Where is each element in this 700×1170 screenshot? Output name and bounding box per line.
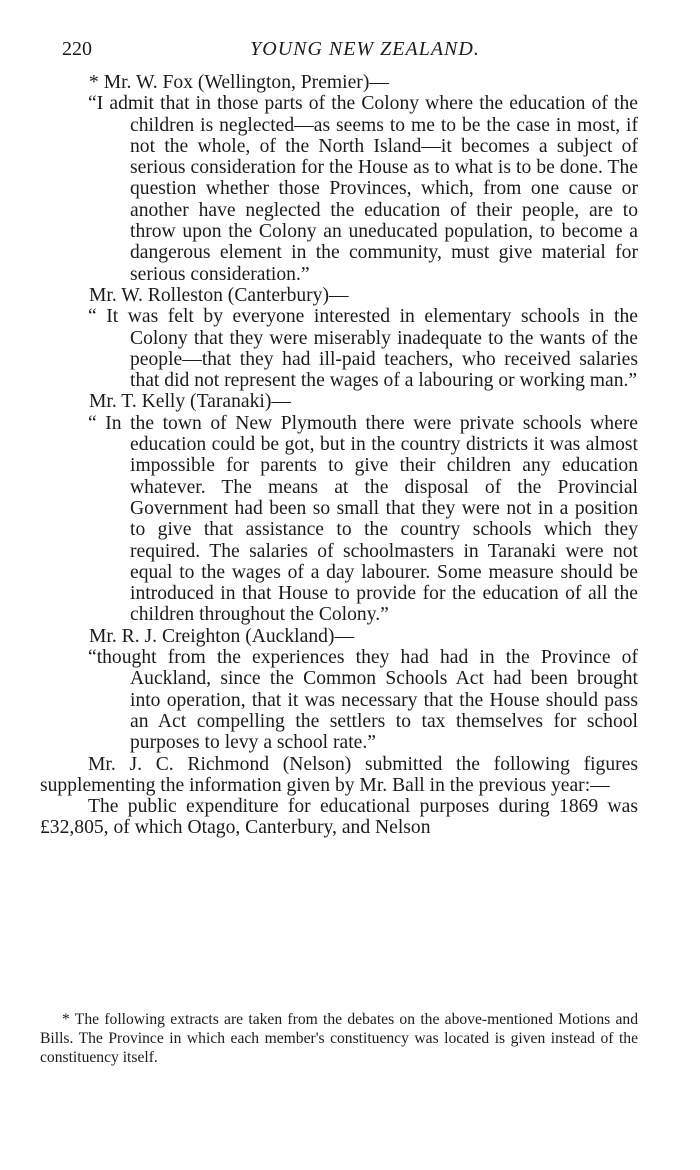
speaker-line: Mr. R. J. Creighton (Auckland)—: [89, 625, 355, 647]
speaker-line: * Mr. W. Fox (Wellington, Premier)—: [89, 72, 389, 93]
footnote: * The following extracts are taken from the debates on the above-mentioned Motions and Bills. The Province in which each member's constituency was located is given instead of the constituency itself.: [40, 1011, 638, 1066]
speaker-line: Mr. T. Kelly (Taranaki)—: [89, 391, 291, 413]
quote-block: “ It was felt by everyone interested in elementary schools in the Colony that they were miserably inadequate to the wants of the people—that they had ill-paid teachers, who received salaries that did not represent the wages of a labouring or working man.”: [88, 306, 638, 392]
page-body: [40, 72, 638, 839]
entry-fox: [40, 72, 638, 285]
page-number: 220: [62, 38, 92, 60]
page-header: [62, 38, 638, 68]
entry-kelly: [40, 391, 638, 625]
body-paragraph: Mr. J. C. Richmond (Nelson) submitted the following figures supplementing the information given by Mr. Ball in the previous year:—: [40, 753, 638, 796]
entry-creighton: [40, 626, 638, 754]
body-paragraph: The public expenditure for educational purposes during 1869 was £32,805, of which Otago, Canterbury, and Nelson: [40, 796, 638, 839]
quote-block: “I admit that in those parts of the Colony where the education of the children is neglected—as seems to me to be the case in most, if not the whole, of the North Island—it becomes a subject of serious consideration for the House as to what is to be done. The question whether those Provinces, which, from one cause or another have neglected the education of their people, are to throw upon the Colony an uneducated population, to become a dangerous element in the community, must give material for serious consideration.”: [88, 93, 638, 285]
entry-rolleston: [40, 285, 638, 391]
running-title: YOUNG NEW ZEALAND.: [250, 38, 480, 60]
quote-block: “thought from the experiences they had had in the Province of Auckland, since the Common Schools Act had been brought into operation, that it was necessary that the House should pass an Act compelling the settlers to tax themselves for school purposes to levy a school rate.”: [88, 647, 638, 754]
quote-block: “ In the town of New Plymouth there were private schools where education could be got, but in the country districts it was almost impossible for parents to give their children any education whatever. The means at the disposal of the Provincial Government had been so small that they were not in a position to give that assistance to the country schools which they required. The salaries of schoolmasters in Taranaki were not equal to the wages of a day labourer. Some measure should be introduced in that House to provide for the education of all the children throughout the Colony.”: [88, 412, 638, 626]
speaker-line: Mr. W. Rolleston (Canterbury)—: [89, 284, 349, 306]
